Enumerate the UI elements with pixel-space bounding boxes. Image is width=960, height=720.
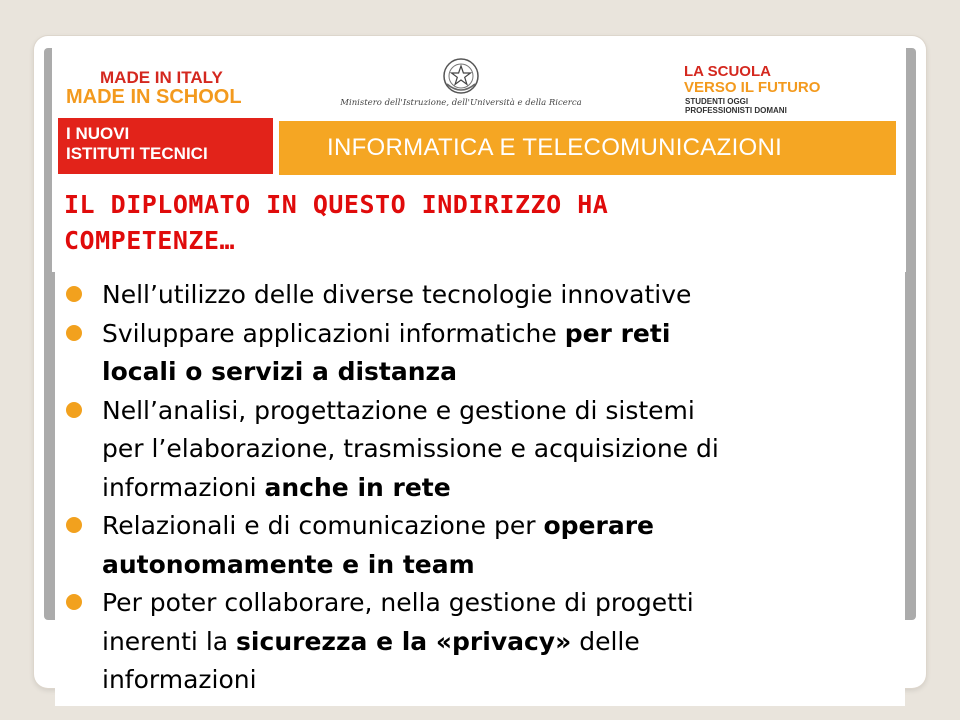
indirizzo-label: INFORMATICA E TELECOMUNICAZIONI bbox=[327, 134, 783, 161]
bullet-emphasis: operare bbox=[543, 511, 654, 540]
band-red-line2: ISTITUTI TECNICI bbox=[66, 144, 208, 163]
made-in-school-logo-text: MADE IN SCHOOL bbox=[66, 86, 242, 108]
bullet-text: informazioni bbox=[102, 665, 257, 694]
istituti-tecnici-band bbox=[58, 118, 273, 174]
bullet-dot-icon bbox=[66, 286, 82, 302]
band-red-line1: I NUOVI bbox=[66, 124, 130, 143]
bullet-text: Relazionali e di comunicazione per bbox=[102, 511, 544, 540]
bullet-text: per l’elaborazione, trasmissione e acquisizione di bbox=[102, 434, 719, 463]
bullet-text: Nell’utilizzo delle diverse tecnologie innovative bbox=[102, 280, 692, 309]
list-item bbox=[66, 507, 896, 584]
bullet-text: Nell’analisi, progettazione e gestione di sistemi bbox=[102, 395, 695, 425]
bullet-dot-icon bbox=[66, 402, 82, 418]
scuola-logo-line3: STUDENTI OGGI bbox=[685, 97, 749, 106]
republic-emblem-icon bbox=[441, 56, 481, 96]
scuola-logo-subtitle bbox=[685, 97, 787, 115]
bullet-emphasis: sicurezza e la «privacy» bbox=[236, 626, 572, 656]
bullet-dot-icon bbox=[66, 517, 82, 533]
scuola-logo-line2: VERSO IL FUTURO bbox=[684, 79, 821, 96]
ministry-caption: Ministero dell'Istruzione, dell'Università e della Ricerca bbox=[340, 98, 582, 108]
scuola-logo-line4: PROFESSIONISTI DOMANI bbox=[685, 106, 787, 115]
slide-title-line1: IL DIPLOMATO IN QUESTO INDIRIZZO HA bbox=[64, 190, 609, 219]
bullet-emphasis: anche in rete bbox=[264, 472, 451, 502]
scuola-logo-line1: LA SCUOLA bbox=[684, 63, 771, 80]
bullet-text: inerenti la bbox=[102, 626, 237, 656]
bullet-emphasis: locali o servizi a distanza bbox=[102, 357, 457, 386]
competenze-list bbox=[66, 276, 896, 700]
made-in-italy-logo-text: MADE IN ITALY bbox=[100, 68, 223, 87]
bullet-text: delle bbox=[571, 626, 640, 656]
indirizzo-band bbox=[279, 121, 896, 175]
slide-title-line2: COMPETENZE… bbox=[64, 226, 236, 255]
bullet-emphasis: per reti bbox=[564, 318, 671, 348]
list-item bbox=[66, 315, 896, 392]
bullet-text: Sviluppare applicazioni informatiche bbox=[102, 318, 565, 348]
list-item bbox=[66, 276, 896, 315]
bullet-dot-icon bbox=[66, 594, 82, 610]
slide-title bbox=[64, 187, 864, 259]
bullet-text: informazioni bbox=[102, 472, 265, 502]
bullet-dot-icon bbox=[66, 325, 82, 341]
list-item bbox=[66, 584, 896, 700]
bullet-emphasis: autonomamente e in team bbox=[102, 549, 475, 579]
bullet-text: Per poter collaborare, nella gestione di progetti bbox=[102, 588, 694, 617]
list-item bbox=[66, 392, 896, 508]
